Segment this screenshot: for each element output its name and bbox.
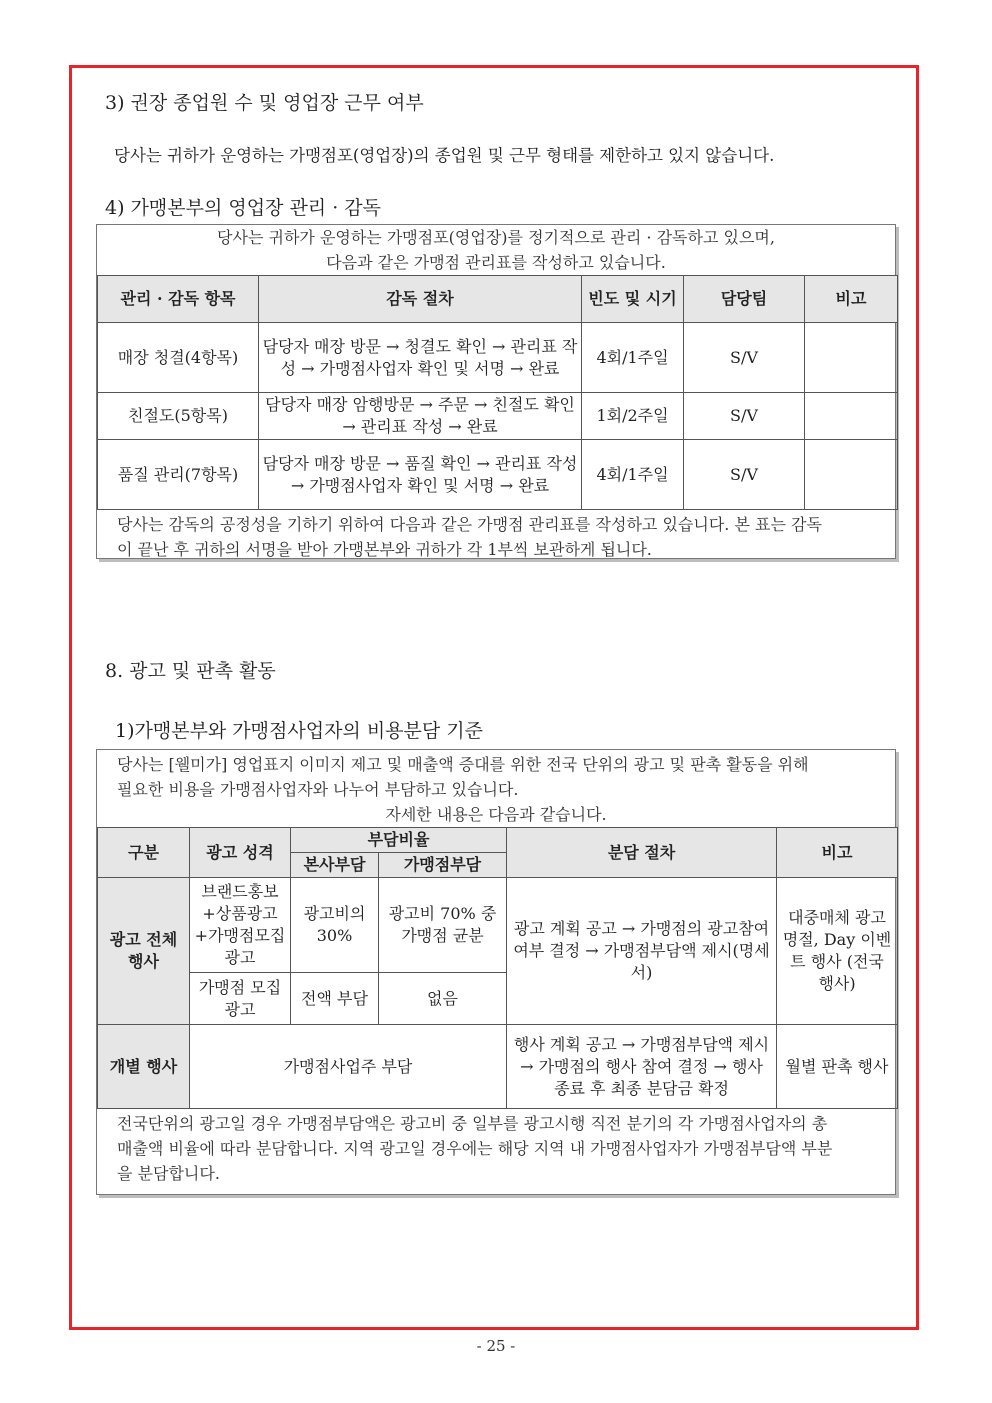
ad-cost-table xyxy=(97,827,898,1109)
national-label: 광고 전체 행사 xyxy=(98,878,190,1025)
header-item: 관리 · 감독 항목 xyxy=(98,276,259,323)
table-row xyxy=(98,1025,898,1109)
row-procedure: 담당자 매장 방문 → 품질 확인 → 관리표 작성 → 가맹점사업자 확인 및 서명 → 완료 xyxy=(259,440,582,510)
supervision-table xyxy=(97,275,898,510)
supervision-box xyxy=(96,224,896,559)
table-row xyxy=(98,393,898,440)
header-category: 구분 xyxy=(98,828,190,878)
individual-label: 개별 행사 xyxy=(98,1025,190,1109)
header-nature: 광고 성격 xyxy=(190,828,291,878)
row-frequency: 4회/1주일 xyxy=(582,323,684,393)
section4-title: 4) 가맹본부의 영업장 관리 · 감독 xyxy=(105,197,381,219)
ad-cost-box xyxy=(96,749,896,1195)
individual-ratio: 가맹점사업주 부담 xyxy=(190,1025,507,1109)
header-team: 담당팀 xyxy=(684,276,805,323)
supervision-intro-line2: 다음과 같은 가맹점 관리표를 작성하고 있습니다. xyxy=(326,253,666,272)
row-item: 매장 청결(4항목) xyxy=(98,323,259,393)
row-nature: 브랜드홍보+상품광고+가맹점모집광고 xyxy=(190,878,291,973)
header-procedure: 분담 절차 xyxy=(507,828,777,878)
row-item: 품질 관리(7항목) xyxy=(98,440,259,510)
ad-intro-line1: 당사는 [웰미가] 영업표지 이미지 제고 및 매출액 증대를 위한 전국 단위의 광고 및 판촉 활동을 위해 xyxy=(117,755,809,774)
row-item: 친절도(5항목) xyxy=(98,393,259,440)
ad-intro-line3: 자세한 내용은 다음과 같습니다. xyxy=(385,805,607,824)
ad-footer-line1: 전국단위의 광고일 경우 가맹점부담액은 광고비 중 일부를 광고시행 직전 분기의 각 가맹점사업자의 총 xyxy=(117,1114,828,1133)
header-note: 비고 xyxy=(777,828,898,878)
row-note xyxy=(805,393,898,440)
section3-text: 당사는 귀하가 운영하는 가맹점포(영업장)의 종업원 및 근무 형태를 제한하고 있지 않습니다. xyxy=(114,146,775,165)
ad-footer-line2: 매출액 비율에 따라 분담합니다. 지역 광고일 경우에는 해당 지역 내 가맹점사업자가 가맹점부담액 부분 xyxy=(117,1139,833,1158)
row-nature: 가맹점 모집광고 xyxy=(190,973,291,1025)
ad-footer-line3: 을 분담합니다. xyxy=(117,1164,220,1183)
supervision-footer-line1: 당사는 감독의 공정성을 기하기 위하여 다음과 같은 가맹점 관리표를 작성하고 있습니다. 본 표는 감독 xyxy=(117,515,822,534)
national-note: 대중매체 광고 명절, Day 이벤트 행사 (전국 행사) xyxy=(777,878,898,1025)
row-note xyxy=(805,323,898,393)
header-note: 비고 xyxy=(805,276,898,323)
section8-title: 8. 광고 및 판촉 활동 xyxy=(105,660,276,682)
ad-intro-line2: 필요한 비용을 가맹점사업자와 나누어 부담하고 있습니다. xyxy=(117,780,519,799)
ad-footer xyxy=(97,1109,895,1186)
header-franchisee: 가맹점부담 xyxy=(379,853,507,878)
row-note xyxy=(805,440,898,510)
national-procedure: 광고 계획 공고 → 가맹점의 광고참여 여부 결정 → 가맹점부담액 제시(명세서) xyxy=(507,878,777,1025)
row-frequency: 1회/2주일 xyxy=(582,393,684,440)
table-row xyxy=(98,440,898,510)
section8-subtitle: 1)가맹본부와 가맹점사업자의 비용분담 기준 xyxy=(115,720,483,742)
supervision-header-row xyxy=(98,276,898,323)
header-hq: 본사부담 xyxy=(291,853,379,878)
header-procedure: 감독 절차 xyxy=(259,276,582,323)
row-team: S/V xyxy=(684,440,805,510)
row-hq: 광고비의 30% xyxy=(291,878,379,973)
row-team: S/V xyxy=(684,323,805,393)
header-ratio: 부담비율 xyxy=(291,828,507,853)
row-franchisee: 없음 xyxy=(379,973,507,1025)
table-row xyxy=(98,323,898,393)
row-procedure: 담당자 매장 방문 → 청결도 확인 → 관리표 작성 → 가맹점사업자 확인 및 서명 → 완료 xyxy=(259,323,582,393)
table-row xyxy=(98,878,898,973)
section3-title: 3) 권장 종업원 수 및 영업장 근무 여부 xyxy=(105,92,424,114)
ad-intro xyxy=(97,750,895,827)
header-frequency: 빈도 및 시기 xyxy=(582,276,684,323)
row-procedure: 담당자 매장 암행방문 → 주문 → 친절도 확인 → 관리표 작성 → 완료 xyxy=(259,393,582,440)
page-number: - 25 - xyxy=(476,1337,516,1355)
individual-note: 월별 판촉 행사 xyxy=(777,1025,898,1109)
supervision-intro-line1: 당사는 귀하가 운영하는 가맹점포(영업장)를 정기적으로 관리 · 감독하고 있으며, xyxy=(217,228,775,247)
ad-header-row xyxy=(98,828,898,853)
supervision-footer-line2: 이 끝난 후 귀하의 서명을 받아 가맹본부와 귀하가 각 1부씩 보관하게 됩니다. xyxy=(117,540,652,559)
row-franchisee: 광고비 70% 중 가맹점 균분 xyxy=(379,878,507,973)
row-hq: 전액 부담 xyxy=(291,973,379,1025)
supervision-intro xyxy=(97,225,895,275)
supervision-footer xyxy=(97,510,895,562)
row-team: S/V xyxy=(684,393,805,440)
individual-procedure: 행사 계획 공고 → 가맹점부담액 제시 → 가맹점의 행사 참여 결정 → 행사 종료 후 최종 분담금 확정 xyxy=(507,1025,777,1109)
row-frequency: 4회/1주일 xyxy=(582,440,684,510)
